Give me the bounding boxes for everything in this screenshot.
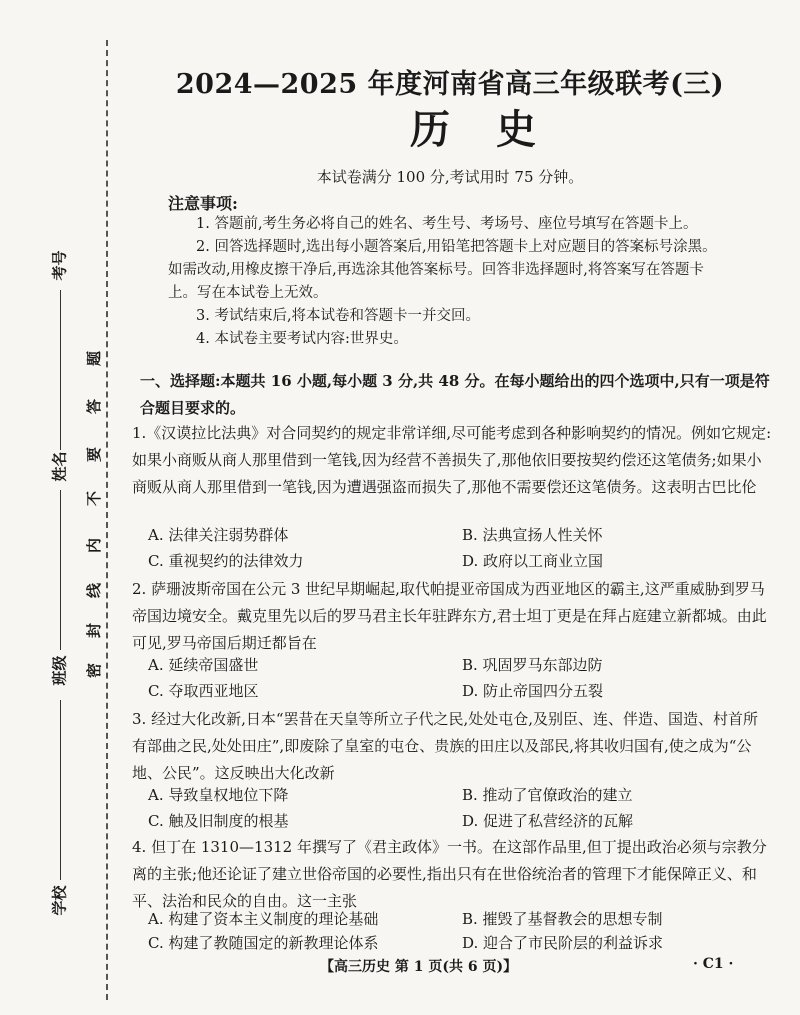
seal-char: 要 <box>85 446 104 463</box>
seal-char: 不 <box>85 490 104 507</box>
option-a: A. 构建了资本主义制度的理论基础 <box>148 910 379 928</box>
option-d: D. 防止帝国四分五裂 <box>462 682 604 700</box>
note-item: 1. 答题前,考生务必将自己的姓名、考生号、考场号、座位号填写在答题卡上。 <box>196 216 698 232</box>
option-c: C. 重视契约的法律效力 <box>148 552 304 570</box>
seal-char: 线 <box>85 582 104 599</box>
note-item: 4. 本试卷主要考试内容:世界史。 <box>196 331 408 347</box>
option-c: C. 夺取西亚地区 <box>148 682 259 700</box>
note-item: 3. 考试结束后,将本试卷和答题卡一并交回。 <box>196 308 481 324</box>
label-name: 姓名 <box>50 451 69 482</box>
note-item: 2. 回答选择题时,选出每小题答案后,用铅笔把答题卡上对应题目的答案标号涂黑。如需改动,用橡皮擦干净后,再选涂其他答案标号。回答非选择题时,将答案写在答题卡上。写在本试卷上无效。 <box>168 239 717 301</box>
seal-char: 答 <box>85 398 104 415</box>
option-d: D. 迎合了市民阶层的利益诉求 <box>462 934 664 952</box>
question-stem: 1.《汉谟拉比法典》对合同契约的规定非常详细,尽可能考虑到各种影响契约的情况。例如它规定:如果小商贩从商人那里借到一笔钱,因为经营不善损失了,那他依旧要按契约偿还这笔债务;如果小商贩从商人那里借到一笔钱,因为遭遇强盗而损失了,那他不需要偿还这笔债务。这表明古巴比伦 <box>132 424 772 496</box>
seal-char: 题 <box>85 350 104 367</box>
question-stem: 4. 但丁在 1310—1312 年撰写了《君主政体》一书。在这部作品里,但丁提出政治必须与宗教分离的主张;他还论证了建立世俗帝国的必要性,指出只有在世俗统治者的管理下才能保障正义、和平、法治和民众的自由。这一主张 <box>132 838 767 910</box>
option-a: A. 延续帝国盛世 <box>148 656 259 674</box>
option-b: B. 巩固罗马东部边防 <box>462 656 603 674</box>
label-class: 班级 <box>50 655 69 686</box>
name-field <box>60 490 61 650</box>
option-b: B. 法典宣扬人性关怀 <box>462 526 603 544</box>
option-d: D. 促进了私营经济的瓦解 <box>462 812 634 830</box>
label-exam-number: 考号 <box>50 250 69 281</box>
exam-number-field <box>60 290 61 450</box>
option-d: D. 政府以工商业立国 <box>462 552 604 570</box>
label-school: 学校 <box>50 885 69 916</box>
paper-code: · C1 · <box>693 956 734 972</box>
subject-title: 历史 <box>410 106 582 153</box>
option-b: B. 推动了官僚政治的建立 <box>462 786 633 804</box>
option-a: A. 导致皇权地位下降 <box>148 786 289 804</box>
option-c: C. 构建了教随国定的新教理论体系 <box>148 934 379 952</box>
question-stem: 2. 萨珊波斯帝国在公元 3 世纪早期崛起,取代帕提亚帝国成为西亚地区的霸主,这严重威胁到罗马帝国边境安全。戴克里先以后的罗马君主长年驻跸东方,君士坦丁更是在拜占庭建立新都城。由此可见,罗马帝国后期迁都旨在 <box>132 580 767 652</box>
section-heading: 一、选择题:本题共 16 小题,每小题 3 分,共 48 分。在每小题给出的四个选项中,只有一项是符合题目要求的。 <box>140 372 770 417</box>
option-a: A. 法律关注弱势群体 <box>148 526 289 544</box>
page-footer: 【高三历史 第 1 页(共 6 页)】 <box>320 959 518 975</box>
class-field <box>60 700 61 880</box>
exam-meta: 本试卷满分 100 分,考试用时 75 分钟。 <box>316 168 584 186</box>
option-b: B. 摧毁了基督教会的思想专制 <box>462 910 663 928</box>
notes-title: 注意事项: <box>168 194 238 213</box>
question-stem: 3. 经过大化改新,日本“罢昔在天皇等所立子代之民,处处屯仓,及别臣、连、伴造、国造、村首所有部曲之民,处处田庄”,即废除了皇室的屯仓、贵族的田庄以及部民,将其收归国有,使之成为“公地、公民”。这反映出大化改新 <box>132 710 759 782</box>
seal-char: 封 <box>85 622 104 639</box>
seal-line <box>106 40 108 1000</box>
seal-char: 内 <box>85 537 104 554</box>
seal-char: 密 <box>85 662 104 679</box>
exam-title: 2024—2025 年度河南省高三年级联考(三) <box>175 69 725 100</box>
option-c: C. 触及旧制度的根基 <box>148 812 289 830</box>
